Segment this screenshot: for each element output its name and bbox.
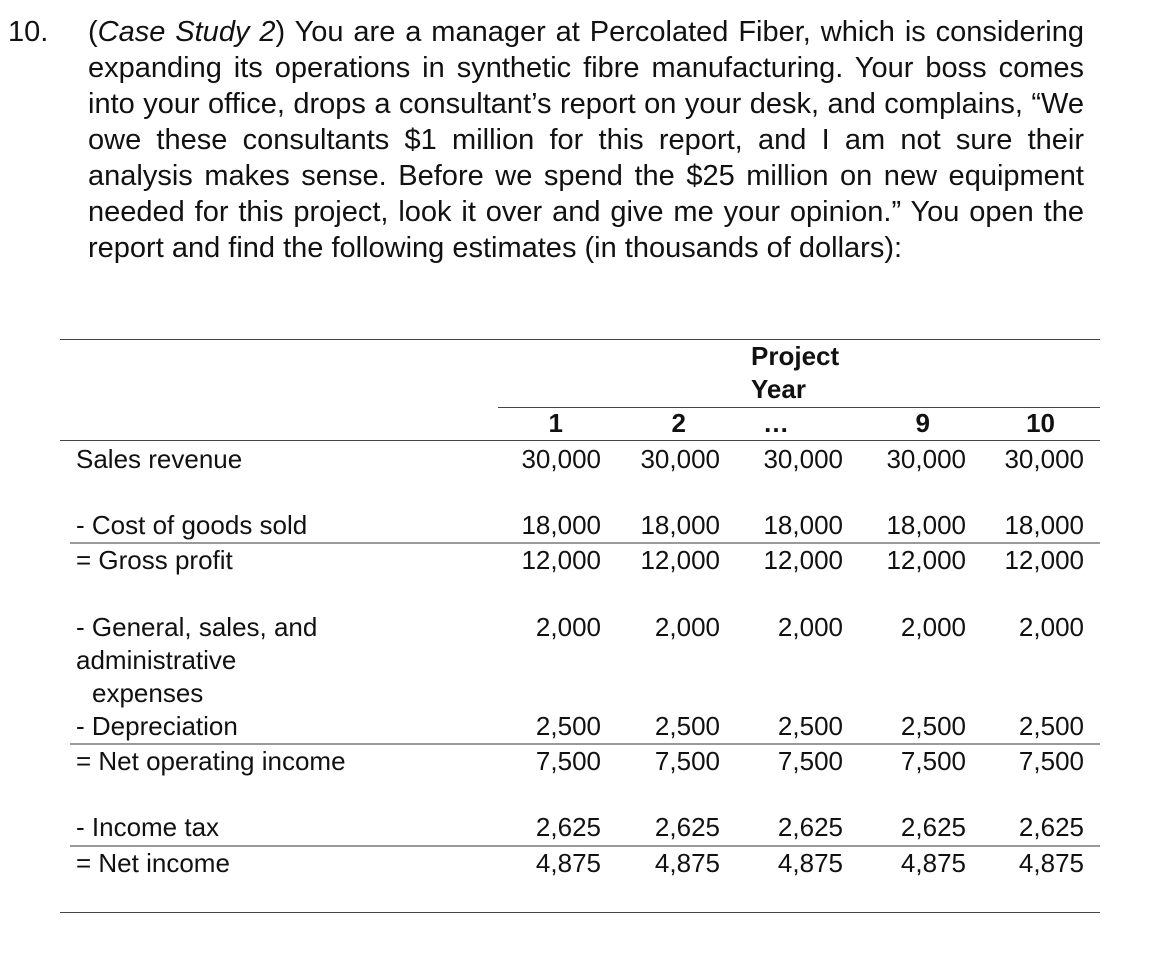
table-cell: 2,000 — [535, 612, 601, 642]
row-label: administrative — [76, 645, 237, 675]
table-cell: 12,000 — [1004, 545, 1084, 575]
row-label: Sales revenue — [76, 444, 243, 474]
column-header-rule — [60, 440, 1100, 441]
row-label: - Depreciation — [76, 711, 238, 741]
table-cell: 30,000 — [521, 444, 601, 474]
row-label: - Cost of goods sold — [76, 510, 308, 540]
project-header: Project — [751, 341, 840, 371]
table-cell: 2,500 — [777, 711, 843, 741]
table-cell: 7,500 — [777, 746, 843, 776]
table-cell: 12,000 — [886, 545, 966, 575]
table-cell: 2,500 — [1018, 711, 1084, 741]
year-column-header: 1 — [548, 408, 563, 438]
table-cell: 7,500 — [1018, 746, 1084, 776]
table-cell: 2,625 — [654, 812, 720, 842]
question-text: (Case Study 2) You are a manager at Percolated Fiber, which is considering expanding its operations in synthetic fibre manufacturing. Your boss comes into your office, drops a consultant’s report on your desk, and complains, “We owe these consultants $1 million for this report, and I am not sure their analysis makes sense. Before we spend the $25 million on new equipment needed for this project, look it over and give me your opinion.” You open the report and find the following estimates (in thousands of dollars): — [88, 16, 1084, 264]
table-cell: 18,000 — [640, 510, 720, 540]
table-cell: 2,500 — [535, 711, 601, 741]
table-cell: 2,000 — [1018, 612, 1084, 642]
table-cell: 12,000 — [521, 545, 601, 575]
table-cell: 4,875 — [900, 848, 966, 878]
table-cell: 7,500 — [654, 746, 720, 776]
year-column-header: 2 — [671, 408, 686, 438]
table-cell: 4,875 — [777, 848, 843, 878]
table-cell: 7,500 — [535, 746, 601, 776]
table-cell: 2,000 — [654, 612, 720, 642]
question-number: 10. — [8, 16, 49, 48]
question-body: You are a manager at Percolated Fiber, which is considering expanding its operations in synthetic fibre manufacturing. Your boss comes into your office, drops a consultant’s report on your desk, and complains, “We owe these consultants $1 million for this report, and I am not sure their analysis makes sense. Before we spend the $25 million on new equipment needed for this project, look it over and give me your opinion.” You open the report and find the following estimates (in thousands of dollars): — [88, 16, 1084, 264]
table-cell: 2,625 — [1018, 812, 1084, 842]
table-cell: 18,000 — [521, 510, 601, 540]
year-column-header: … — [763, 408, 789, 438]
year-column-header: 10 — [1026, 408, 1055, 438]
table-cell: 7,500 — [900, 746, 966, 776]
row-label: - General, sales, and — [76, 612, 318, 642]
table-cell: 12,000 — [640, 545, 720, 575]
table-cell: 30,000 — [640, 444, 720, 474]
table-cell: 2,000 — [900, 612, 966, 642]
row-label: expenses — [92, 678, 204, 708]
row-label: = Net operating income — [76, 746, 346, 776]
row-label: - Income tax — [76, 812, 220, 842]
row-label: = Gross profit — [76, 545, 233, 575]
table-cell: 18,000 — [763, 510, 843, 540]
year-column-header: 9 — [915, 408, 930, 438]
table-cell: 30,000 — [886, 444, 966, 474]
table-cell: 18,000 — [886, 510, 966, 540]
table-cell: 2,625 — [535, 812, 601, 842]
table-cell: 2,625 — [777, 812, 843, 842]
table-cell: 12,000 — [763, 545, 843, 575]
table-cell: 4,875 — [1018, 848, 1084, 878]
table-cell: 2,500 — [654, 711, 720, 741]
table-cell: 2,625 — [900, 812, 966, 842]
table-cell: 30,000 — [763, 444, 843, 474]
case-study-label: Case Study 2 — [97, 16, 276, 48]
table-top-rule — [60, 339, 1100, 340]
year-header: Year — [751, 374, 806, 404]
row-label: = Net income — [76, 848, 230, 878]
table-cell: 4,875 — [535, 848, 601, 878]
table-cell: 4,875 — [654, 848, 720, 878]
table-cell: 2,500 — [900, 711, 966, 741]
table-cell: 2,000 — [777, 612, 843, 642]
table-cell: 18,000 — [1004, 510, 1084, 540]
table-bottom-rule — [60, 912, 1100, 913]
table-cell: 30,000 — [1004, 444, 1084, 474]
